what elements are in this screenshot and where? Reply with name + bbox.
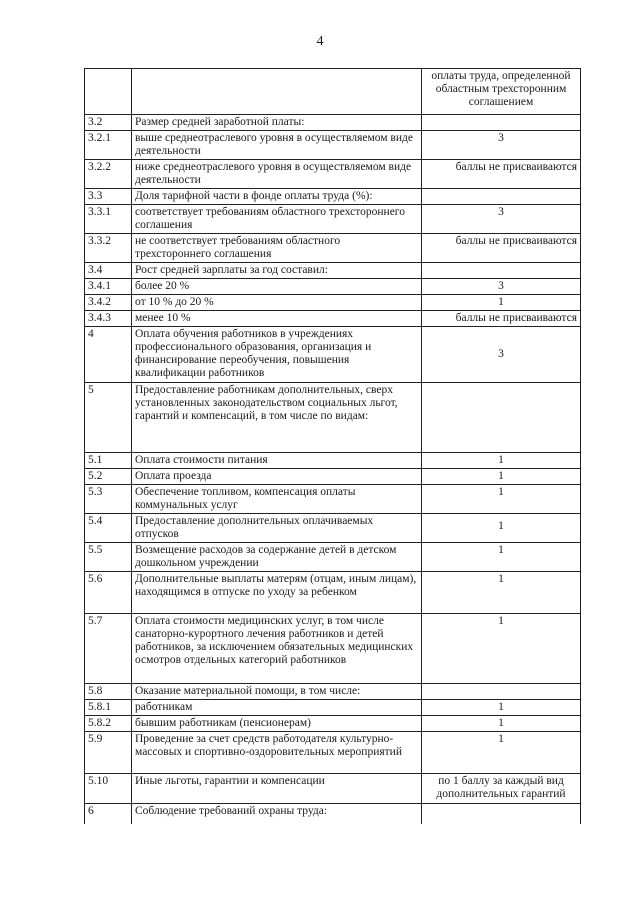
table-row xyxy=(85,279,581,295)
item-score xyxy=(422,115,581,131)
item-number: 3.4.2 xyxy=(85,295,132,311)
item-number: 5 xyxy=(85,383,132,453)
item-score: по 1 баллу за каждый вид дополнительных гарантий xyxy=(422,774,581,804)
item-number: 5.10 xyxy=(85,774,132,804)
item-number: 5.5 xyxy=(85,543,132,572)
table-row xyxy=(85,572,581,614)
table-row xyxy=(85,485,581,514)
item-score: 1 xyxy=(422,514,581,543)
item-number: 5.6 xyxy=(85,572,132,614)
item-score: баллы не присваиваются xyxy=(422,160,581,189)
table-row xyxy=(85,383,581,453)
item-description: Обеспечение топливом, компенсация оплаты коммунальных услуг xyxy=(132,485,422,514)
item-number: 3.3.1 xyxy=(85,205,132,234)
item-number: 5.7 xyxy=(85,614,132,684)
item-description: выше среднеотраслевого уровня в осуществляемом виде деятельности xyxy=(132,131,422,160)
table-row xyxy=(85,327,581,383)
item-description: Доля тарифной части в фонде оплаты труда (%): xyxy=(132,189,422,205)
item-description: бывшим работникам (пенсионерам) xyxy=(132,716,422,732)
item-description: более 20 % xyxy=(132,279,422,295)
item-number: 3.4.3 xyxy=(85,311,132,327)
item-score: 1 xyxy=(422,716,581,732)
item-number: 5.2 xyxy=(85,469,132,485)
item-score: 3 xyxy=(422,327,581,383)
item-number: 5.9 xyxy=(85,732,132,774)
item-description: Оплата стоимости питания xyxy=(132,453,422,469)
table-row xyxy=(85,774,581,804)
item-number: 3.4.1 xyxy=(85,279,132,295)
table-row xyxy=(85,716,581,732)
table-row xyxy=(85,115,581,131)
item-description: от 10 % до 20 % xyxy=(132,295,422,311)
table-row xyxy=(85,453,581,469)
item-number: 5.1 xyxy=(85,453,132,469)
item-description: Дополнительные выплаты матерям (отцам, иным лицам), находящимся в отпуске по уходу за ребенком xyxy=(132,572,422,614)
item-description: Оплата стоимости медицинских услуг, в том числе санаторно-курортного лечения работников и детей работников, за исключением обязательных медицинских осмотров отдельных категорий работников xyxy=(132,614,422,684)
item-score: баллы не присваиваются xyxy=(422,234,581,263)
item-score: 1 xyxy=(422,453,581,469)
item-number: 3.2 xyxy=(85,115,132,131)
item-score: 1 xyxy=(422,700,581,716)
item-score xyxy=(422,804,581,824)
item-description: Предоставление дополнительных оплачиваемых отпусков xyxy=(132,514,422,543)
item-description: Соблюдение требований охраны труда: xyxy=(132,804,422,824)
item-score xyxy=(422,684,581,700)
item-number: 4 xyxy=(85,327,132,383)
item-number: 5.3 xyxy=(85,485,132,514)
item-description: менее 10 % xyxy=(132,311,422,327)
item-number: 5.8.2 xyxy=(85,716,132,732)
item-description: не соответствует требованиям областного трехстороннего соглашения xyxy=(132,234,422,263)
table-row xyxy=(85,732,581,774)
item-score: 1 xyxy=(422,485,581,514)
item-number: 5.4 xyxy=(85,514,132,543)
item-number: 5.8 xyxy=(85,684,132,700)
table-row xyxy=(85,469,581,485)
table-row xyxy=(85,234,581,263)
item-score: 3 xyxy=(422,279,581,295)
table-row xyxy=(85,160,581,189)
table-row xyxy=(85,543,581,572)
item-number: 3.2.1 xyxy=(85,131,132,160)
item-description: Оплата проезда xyxy=(132,469,422,485)
item-description: Предоставление работникам дополнительных, сверх установленных законодательством социальных льгот, гарантий и компенсаций, в том числе по видам: xyxy=(132,383,422,453)
item-score: 1 xyxy=(422,614,581,684)
item-number: 3.3.2 xyxy=(85,234,132,263)
item-score: оплаты труда, определенной областным трехсторонним соглашением xyxy=(422,69,581,115)
item-score xyxy=(422,263,581,279)
table-row xyxy=(85,804,581,824)
item-score: 3 xyxy=(422,131,581,160)
item-description: работникам xyxy=(132,700,422,716)
item-score: 1 xyxy=(422,572,581,614)
table-row xyxy=(85,684,581,700)
table-row xyxy=(85,131,581,160)
table-row xyxy=(85,311,581,327)
item-number: 3.2.2 xyxy=(85,160,132,189)
item-description: ниже среднеотраслевого уровня в осуществляемом виде деятельности xyxy=(132,160,422,189)
item-score: 1 xyxy=(422,543,581,572)
criteria-table xyxy=(84,68,581,824)
table-row xyxy=(85,700,581,716)
item-number: 3.4 xyxy=(85,263,132,279)
table-row xyxy=(85,614,581,684)
item-number: 6 xyxy=(85,804,132,824)
table-row xyxy=(85,205,581,234)
item-score: 1 xyxy=(422,295,581,311)
item-number: 5.8.1 xyxy=(85,700,132,716)
item-description: Иные льготы, гарантии и компенсации xyxy=(132,774,422,804)
item-description: соответствует требованиям областного трехстороннего соглашения xyxy=(132,205,422,234)
item-score xyxy=(422,383,581,453)
page-number: 4 xyxy=(316,34,324,49)
item-description: Оплата обучения работников в учреждениях профессионального образования, организация и финансирование переобучения, повышения квалификации работников xyxy=(132,327,422,383)
item-description: Рост средней зарплаты за год составил: xyxy=(132,263,422,279)
table-row xyxy=(85,295,581,311)
item-number: 3.3 xyxy=(85,189,132,205)
table-row xyxy=(85,69,581,115)
item-description: Оказание материальной помощи, в том числе: xyxy=(132,684,422,700)
item-score xyxy=(422,189,581,205)
item-description: Возмещение расходов за содержание детей в детском дошкольном учреждении xyxy=(132,543,422,572)
table-row xyxy=(85,189,581,205)
item-score: баллы не присваиваются xyxy=(422,311,581,327)
item-score: 1 xyxy=(422,469,581,485)
item-number xyxy=(85,69,132,115)
item-description xyxy=(132,69,422,115)
item-description: Размер средней заработной платы: xyxy=(132,115,422,131)
item-score: 1 xyxy=(422,732,581,774)
table-row xyxy=(85,514,581,543)
table-row xyxy=(85,263,581,279)
item-description: Проведение за счет средств работодателя культурно-массовых и спортивно-оздоровительных мероприятий xyxy=(132,732,422,774)
item-score: 3 xyxy=(422,205,581,234)
